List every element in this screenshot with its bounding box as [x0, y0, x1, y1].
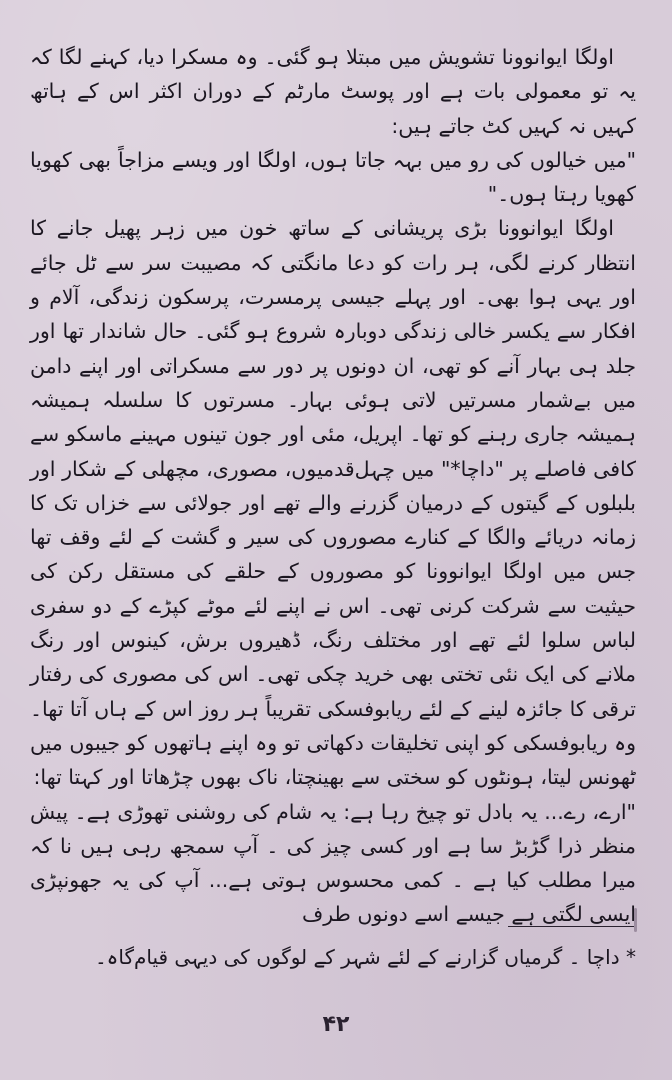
paragraph-4-quote: "ارے، رے... یہ بادل تو چیخ رہا ہے: یہ شام کی روشنی تھوڑی ہے۔ پیش منظر ذرا گڑبڑ سا ہے اور کسی چیز کی ۔ آپ سمجھ رہی ہیں نا کہ میرا مطلب کیا ہے ۔ کمی محسوس ہوتی ہے... آپ کی یہ جھونپڑی ایسی لگتی ہے جیسے اسے دونوں طرف — [30, 799, 636, 927]
paragraph-1: اولگا ایوانوونا تشویش میں مبتلا ہو گئی۔ وہ مسکرا دیا، کہنے لگا کہ یہ تو معمولی بات ہے اور پوسٹ مارٹم کے دوران اکثر اس کے ہاتھ کہیں نہ کہیں کٹ جاتے ہیں: — [30, 45, 636, 138]
page-number: ۴۲ — [322, 1012, 350, 1037]
body-text — [30, 40, 636, 932]
footnote-divider — [508, 926, 634, 927]
paragraph-3: اولگا ایوانوونا بڑی پریشانی کے ساتھ خون میں زہر پھیل جانے کا انتظار کرنے لگی، ہر رات کو دعا مانگتی کہ مصیبت سر سے ٹل جائے اور یہی ہوا بھی۔ اور پہلے جیسی پرمسرت، پرسکون زندگی، آلام و افکار سے یکسر خالی زندگی دوبارہ شروع ہو گئی۔ حال شاندار تھا اور جلد ہی بہار آنے کو تھی، ان دونوں پر دور سے مسکراتی اور اپنے دامن میں بےشمار مسرتیں لاتی ہوئی بہار۔ مسرتوں کا سلسلہ ہمیشہ ہمیشہ جاری رہنے کو تھا۔ اپریل، مئی اور جون تینوں مہینے ماسکو سے کافی فاصلے پر "داچا*" میں چہل‌قدمیوں، مصوری، مچھلی کے شکار اور بلبلوں کے گیتوں کے درمیان گزرنے والے تھے اور جولائی سے خزاں تک کا زمانہ دریائے والگا کے کنارے مصوروں کی سیر و گشت کے لئے وقف تھا جس میں اولگا ایوانوونا کو مصوروں کے حلقے کی مستقل رکن کی حیثیت سے شرکت کرنی تھی۔ اس نے اپنے لئے موٹے کپڑے کے دو سفری لباس سلوا لئے تھے اور مختلف رنگ، ڈھیروں برش، کینوس اور رنگ ملانے کی ایک نئی تختی بھی خرید چکی تھی۔ اس کی مصوری کی رفتار ترقی کا جائزہ لینے کے لئے ریابوفسکی تقریباً ہر روز اس کے ہاں آتا تھا۔ وہ ریابوفسکی کو اپنی تخلیقات دکھاتی تو وہ اپنے ہاتھوں کو جیبوں میں ٹھونس لیتا، ہونٹوں کو سختی سے بھینچتا، ناک بھوں چڑھاتا اور کہتا تھا: — [30, 216, 636, 790]
margin-mark — [634, 908, 637, 932]
paragraph-2-quote: "میں خیالوں کی رو میں بہہ جاتا ہوں، اولگا اور ویسے مزاجاً بھی کھویا کھویا رہتا ہوں۔" — [30, 147, 636, 207]
footnote: * داچا ۔ گرمیاں گزارنے کے لئے شہر کے لوگوں کی دیہی قیام‌گاہ۔ — [94, 945, 636, 969]
